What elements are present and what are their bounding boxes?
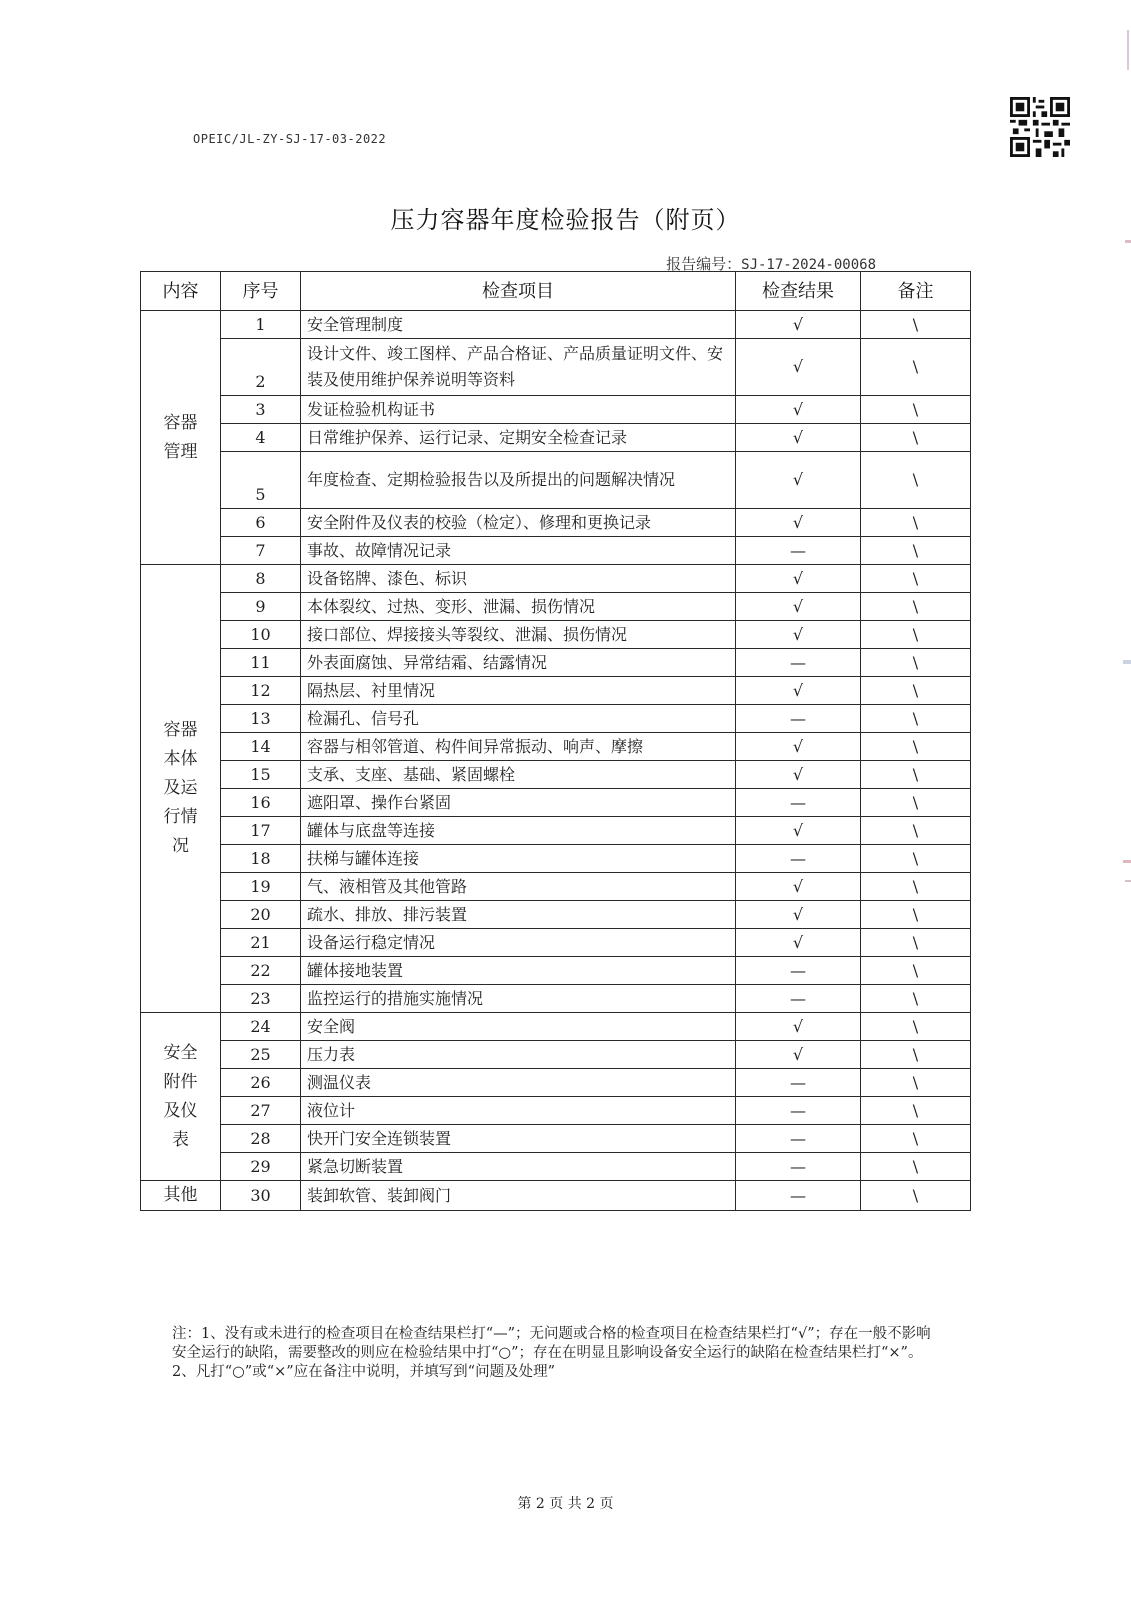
table-row — [141, 537, 971, 565]
row-number: 12 — [221, 677, 301, 705]
row-note: \ — [861, 1069, 971, 1097]
category-cell-management — [141, 311, 221, 565]
row-note: \ — [861, 901, 971, 929]
row-number: 2 — [221, 339, 301, 396]
row-item: 扶梯与罐体连接 — [301, 845, 736, 873]
row-item: 年度检查、定期检验报告以及所提出的问题解决情况 — [301, 452, 736, 509]
row-note: \ — [861, 733, 971, 761]
row-result: √ — [736, 817, 861, 845]
row-note: \ — [861, 424, 971, 452]
row-note: \ — [861, 677, 971, 705]
row-number: 7 — [221, 537, 301, 565]
row-item: 检漏孔、信号孔 — [301, 705, 736, 733]
row-result: — — [736, 1069, 861, 1097]
table-row — [141, 873, 971, 901]
row-note: \ — [861, 1041, 971, 1069]
row-note: \ — [861, 873, 971, 901]
table-row — [141, 621, 971, 649]
table-row — [141, 1181, 971, 1211]
row-note: \ — [861, 509, 971, 537]
table-row — [141, 593, 971, 621]
row-result: √ — [736, 339, 861, 396]
row-result: √ — [736, 424, 861, 452]
header-category: 内容 — [141, 272, 221, 311]
row-number: 10 — [221, 621, 301, 649]
row-item: 气、液相管及其他管路 — [301, 873, 736, 901]
row-note: \ — [861, 311, 971, 339]
row-item: 隔热层、衬里情况 — [301, 677, 736, 705]
row-result: √ — [736, 901, 861, 929]
row-note: \ — [861, 985, 971, 1013]
row-item: 安全附件及仪表的校验（检定）、修理和更换记录 — [301, 509, 736, 537]
row-item: 安全管理制度 — [301, 311, 736, 339]
row-number: 25 — [221, 1041, 301, 1069]
row-result: — — [736, 845, 861, 873]
row-note: \ — [861, 845, 971, 873]
row-note: \ — [861, 705, 971, 733]
row-result: √ — [736, 1041, 861, 1069]
row-result: — — [736, 1125, 861, 1153]
row-item: 事故、故障情况记录 — [301, 537, 736, 565]
row-item: 紧急切断装置 — [301, 1153, 736, 1181]
table-row — [141, 1013, 971, 1041]
table-header-row — [141, 272, 971, 311]
row-note: \ — [861, 339, 971, 396]
row-item: 设备铭牌、漆色、标识 — [301, 565, 736, 593]
table-row — [141, 957, 971, 985]
row-item: 设备运行稳定情况 — [301, 929, 736, 957]
table-row — [141, 789, 971, 817]
table-row — [141, 985, 971, 1013]
table-row — [141, 1097, 971, 1125]
table-row — [141, 565, 971, 593]
notes — [172, 1325, 932, 1382]
row-result: √ — [736, 873, 861, 901]
row-number: 17 — [221, 817, 301, 845]
scan-edge-marks — [1101, 0, 1131, 1600]
row-number: 18 — [221, 845, 301, 873]
row-result: — — [736, 957, 861, 985]
category-label: 容器本体及运行情况 — [163, 720, 198, 856]
row-number: 13 — [221, 705, 301, 733]
row-note: \ — [861, 452, 971, 509]
row-result: √ — [736, 733, 861, 761]
row-item: 接口部位、焊接接头等裂纹、泄漏、损伤情况 — [301, 621, 736, 649]
row-item: 发证检验机构证书 — [301, 396, 736, 424]
table-row — [141, 1153, 971, 1181]
row-number: 22 — [221, 957, 301, 985]
row-number: 28 — [221, 1125, 301, 1153]
row-item: 日常维护保养、运行记录、定期安全检查记录 — [301, 424, 736, 452]
row-item: 安全阀 — [301, 1013, 736, 1041]
row-number: 16 — [221, 789, 301, 817]
row-number: 8 — [221, 565, 301, 593]
row-item: 疏水、排放、排污装置 — [301, 901, 736, 929]
row-item: 快开门安全连锁装置 — [301, 1125, 736, 1153]
row-note: \ — [861, 593, 971, 621]
row-number: 23 — [221, 985, 301, 1013]
row-item: 遮阳罩、操作台紧固 — [301, 789, 736, 817]
row-note: \ — [861, 1097, 971, 1125]
row-number: 27 — [221, 1097, 301, 1125]
category-cell-other — [141, 1181, 221, 1211]
row-result: √ — [736, 311, 861, 339]
header-item: 检查项目 — [301, 272, 736, 311]
row-number: 24 — [221, 1013, 301, 1041]
row-item: 本体裂纹、过热、变形、泄漏、损伤情况 — [301, 593, 736, 621]
table-row — [141, 1069, 971, 1097]
row-result: √ — [736, 565, 861, 593]
note-line-1: 注：1、没有或未进行的检查项目在检查结果栏打“—”；无问题或合格的检查项目在检查结果栏打“√”；存在一般不影响安全运行的缺陷，需要整改的则应在检验结果中打“○”；存在在明显且影响设备安全运行的缺陷在检查结果栏打“×”。 — [172, 1326, 931, 1361]
row-item: 装卸软管、装卸阀门 — [301, 1181, 736, 1211]
row-item: 液位计 — [301, 1097, 736, 1125]
row-result: √ — [736, 677, 861, 705]
row-number: 26 — [221, 1069, 301, 1097]
row-number: 9 — [221, 593, 301, 621]
row-result: √ — [736, 1013, 861, 1041]
category-cell-body — [141, 565, 221, 1013]
row-number: 14 — [221, 733, 301, 761]
table-row — [141, 452, 971, 509]
qr-code — [1010, 97, 1070, 157]
table-row — [141, 817, 971, 845]
table-row — [141, 705, 971, 733]
row-result: — — [736, 1181, 861, 1211]
row-number: 3 — [221, 396, 301, 424]
row-number: 11 — [221, 649, 301, 677]
row-number: 19 — [221, 873, 301, 901]
row-item: 容器与相邻管道、构件间异常振动、响声、摩擦 — [301, 733, 736, 761]
row-result: √ — [736, 621, 861, 649]
table-row — [141, 424, 971, 452]
row-result: — — [736, 705, 861, 733]
row-note: \ — [861, 1125, 971, 1153]
row-result: — — [736, 1153, 861, 1181]
row-result: √ — [736, 593, 861, 621]
row-result: — — [736, 649, 861, 677]
row-number: 6 — [221, 509, 301, 537]
row-note: \ — [861, 1153, 971, 1181]
row-note: \ — [861, 761, 971, 789]
row-result: √ — [736, 452, 861, 509]
row-number: 20 — [221, 901, 301, 929]
table-row — [141, 761, 971, 789]
row-note: \ — [861, 537, 971, 565]
category-label: 其他 — [163, 1185, 198, 1205]
table-row — [141, 677, 971, 705]
table-row — [141, 339, 971, 396]
table-row — [141, 311, 971, 339]
header-no: 序号 — [221, 272, 301, 311]
row-note: \ — [861, 621, 971, 649]
row-number: 1 — [221, 311, 301, 339]
inspection-table — [140, 271, 971, 1211]
table-row — [141, 649, 971, 677]
row-item: 监控运行的措施实施情况 — [301, 985, 736, 1013]
header-note: 备注 — [861, 272, 971, 311]
row-item: 设计文件、竣工图样、产品合格证、产品质量证明文件、安装及使用维护保养说明等资料 — [301, 339, 736, 396]
category-cell-safety — [141, 1013, 221, 1181]
row-note: \ — [861, 929, 971, 957]
row-number: 5 — [221, 452, 301, 509]
row-result: — — [736, 1097, 861, 1125]
row-number: 4 — [221, 424, 301, 452]
table-row — [141, 396, 971, 424]
report-number-label: 报告编号： — [666, 255, 742, 273]
page-title: 压力容器年度检验报告（附页） — [390, 206, 741, 234]
row-item: 压力表 — [301, 1041, 736, 1069]
row-result: — — [736, 537, 861, 565]
header-result: 检查结果 — [736, 272, 861, 311]
category-label: 安全附件及仪表 — [163, 1042, 198, 1150]
row-number: 29 — [221, 1153, 301, 1181]
row-number: 15 — [221, 761, 301, 789]
report-number-value: SJ-17-2024-00068 — [741, 257, 876, 273]
row-item: 支承、支座、基础、紧固螺栓 — [301, 761, 736, 789]
row-number: 30 — [221, 1181, 301, 1211]
row-result: √ — [736, 929, 861, 957]
page-number: 第 2 页 共 2 页 — [517, 1496, 614, 1512]
row-item: 罐体接地装置 — [301, 957, 736, 985]
row-note: \ — [861, 1013, 971, 1041]
row-note: \ — [861, 957, 971, 985]
table-row — [141, 509, 971, 537]
table-row — [141, 733, 971, 761]
row-note: \ — [861, 1181, 971, 1211]
table-row — [141, 901, 971, 929]
row-result: √ — [736, 509, 861, 537]
row-result: √ — [736, 761, 861, 789]
table-row — [141, 1125, 971, 1153]
table-row — [141, 929, 971, 957]
row-note: \ — [861, 565, 971, 593]
row-item: 外表面腐蚀、异常结霜、结露情况 — [301, 649, 736, 677]
row-item: 测温仪表 — [301, 1069, 736, 1097]
category-label: 容器管理 — [163, 412, 198, 462]
document-code: OPEIC/JL-ZY-SJ-17-03-2022 — [193, 132, 387, 146]
row-note: \ — [861, 396, 971, 424]
row-number: 21 — [221, 929, 301, 957]
note-line-2: 2、凡打“○”或“×”应在备注中说明，并填写到“问题及处理” — [172, 1364, 556, 1380]
row-note: \ — [861, 649, 971, 677]
row-result: — — [736, 985, 861, 1013]
table-row — [141, 1041, 971, 1069]
row-result: — — [736, 789, 861, 817]
row-item: 罐体与底盘等连接 — [301, 817, 736, 845]
table-row — [141, 845, 971, 873]
row-note: \ — [861, 817, 971, 845]
row-result: √ — [736, 396, 861, 424]
row-note: \ — [861, 789, 971, 817]
